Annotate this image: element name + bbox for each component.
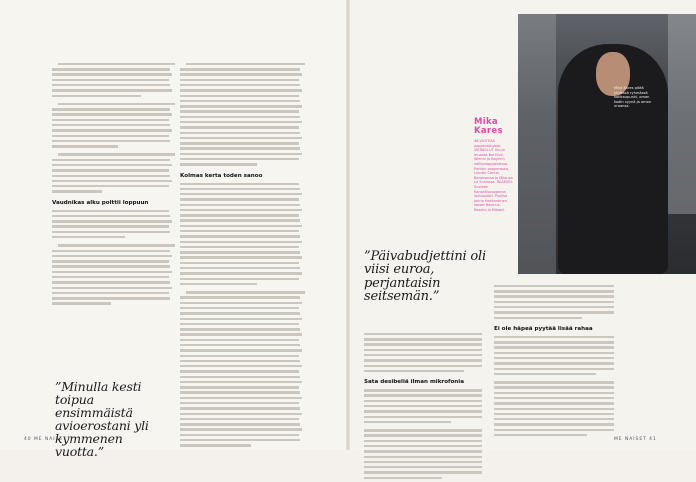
text-line: [180, 147, 300, 149]
text-line: [494, 392, 614, 394]
right-column-1: [364, 330, 486, 482]
left-pull-quote: ”Minulla kesti toipua ensimmäistä avioerostani yli kymmenen vuotta.”: [55, 379, 149, 459]
text-line: [364, 440, 482, 442]
text-line: [180, 413, 302, 415]
text-line: [180, 256, 302, 258]
text-line: [52, 135, 169, 137]
text-line: [52, 159, 170, 161]
text-line: [52, 215, 170, 217]
text-line: [180, 89, 302, 91]
text-line: [52, 281, 170, 283]
text-line: [52, 169, 169, 171]
text-line: [180, 121, 302, 123]
text-line: [180, 204, 300, 206]
text-line: [364, 461, 482, 463]
text-line: [494, 285, 614, 287]
text-line: [180, 188, 300, 190]
text-line: [364, 434, 482, 436]
text-line: [364, 445, 482, 447]
text-line: [180, 349, 302, 351]
text-line: [180, 251, 300, 253]
text-line: [494, 306, 614, 308]
text-line: [58, 103, 175, 105]
text-line: [52, 129, 172, 131]
text-line: [180, 339, 299, 341]
text-line: [52, 180, 172, 182]
text-line: [180, 360, 300, 362]
text-line: [364, 416, 482, 418]
section-heading: Vaudnikas alku polttii loppuun: [52, 199, 149, 206]
text-line: [494, 357, 614, 359]
text-line: [364, 354, 482, 356]
text-line: [364, 338, 482, 340]
text-line: [364, 365, 482, 367]
text-line: [494, 346, 614, 348]
text-line: [180, 376, 300, 378]
text-line: [494, 295, 614, 297]
text-line: [494, 423, 614, 425]
text-line: [364, 333, 482, 335]
text-line: [52, 250, 170, 252]
text-line: [364, 466, 482, 468]
text-line: [180, 183, 299, 185]
text-line: [52, 113, 172, 115]
text-line: [494, 311, 614, 313]
text-line: [52, 79, 169, 81]
text-line: [364, 405, 482, 407]
text-line: [180, 381, 302, 383]
text-line: [364, 429, 482, 431]
text-line: [180, 193, 302, 195]
text-line: [180, 84, 300, 86]
text-line: [180, 198, 299, 200]
text-line: [180, 158, 299, 160]
text-line: [52, 185, 169, 187]
text-line: [180, 370, 299, 372]
text-line: [180, 418, 299, 420]
text-line: [180, 333, 302, 335]
text-line: [180, 126, 299, 128]
text-line: [52, 84, 170, 86]
text-line: [52, 255, 172, 257]
profile-name: Mika Kares: [474, 117, 503, 136]
text-line: [52, 265, 170, 267]
text-line: [494, 418, 614, 420]
text-line: [180, 323, 299, 325]
text-line: [180, 397, 302, 399]
text-line: [52, 108, 170, 110]
portrait-photo: [518, 14, 696, 274]
text-line: [52, 210, 169, 212]
text-line: [180, 439, 300, 441]
text-line: [180, 241, 302, 243]
text-line: [180, 230, 299, 232]
profile-bio: 46-VUOTIAS oopperalaulaja. VIERAILLUT muun muassa Berliinin, Wienin ja Bayerin valtionoppperoissa, Pariisin oopperassa, Lincoln Center Baraksessa ja Milanon La Scalassa. RÄÄMIS:t Suomen Kansallisoopperan laulusolisti. Puoliso Jonna Hakkarainen, lapset Rasmus, Rosalie ja Mikaeli.: [474, 139, 513, 212]
text-line: [52, 89, 172, 91]
text-line: [180, 246, 299, 248]
text-line: [364, 359, 482, 361]
text-line: [180, 68, 300, 70]
text-line: [180, 434, 299, 436]
left-column-1: [52, 60, 174, 308]
text-line: [494, 362, 614, 364]
text-line: [494, 381, 614, 383]
text-line: [52, 276, 169, 278]
text-line: [180, 209, 302, 211]
text-line: [180, 307, 299, 309]
left-column-2: [180, 60, 304, 450]
text-line: [180, 235, 300, 237]
text-line: [180, 110, 299, 112]
text-line: [180, 328, 300, 330]
text-line: [52, 225, 169, 227]
text-line: [180, 407, 300, 409]
text-line: [180, 262, 299, 264]
text-line: [180, 132, 300, 134]
text-line: [180, 423, 300, 425]
section-heading: Ei ole häpeä pyytää lisää rahaa: [494, 325, 593, 332]
text-line: [186, 291, 305, 293]
text-line: [494, 290, 614, 292]
text-line: [180, 391, 300, 393]
text-line: [58, 244, 175, 246]
text-line: [494, 429, 614, 431]
text-line: [180, 153, 302, 155]
text-line: [180, 137, 302, 139]
text-line: [52, 68, 170, 70]
text-line: [494, 341, 614, 343]
text-line: [180, 318, 302, 320]
text-line: [364, 400, 482, 402]
text-line: [364, 410, 482, 412]
text-line: [52, 124, 170, 126]
text-line: [52, 140, 170, 142]
text-line: [494, 413, 614, 415]
text-line: [180, 214, 299, 216]
text-line: [180, 219, 300, 221]
text-line: [494, 402, 614, 404]
text-line: [494, 386, 614, 388]
text-line: [364, 394, 482, 396]
text-line: [180, 142, 299, 144]
text-line: [364, 343, 482, 345]
text-line: [52, 175, 170, 177]
text-line: [52, 260, 169, 262]
text-line: [52, 271, 172, 273]
text-line: [52, 231, 170, 233]
text-line: [364, 389, 482, 391]
text-line: [180, 105, 302, 107]
text-line: [180, 100, 300, 102]
text-line: [52, 164, 172, 166]
right-column-2: [494, 282, 618, 439]
text-line: [494, 301, 614, 303]
text-line: [58, 63, 175, 65]
photo-caption: Mika Kares pitää yhdessä ryhmässä kotikaupunki, oman kodin syynä ja oman uraansa.: [614, 86, 652, 109]
text-line: [180, 272, 302, 274]
page-gutter: [346, 0, 350, 450]
text-line: [494, 368, 614, 370]
text-line: [180, 302, 302, 304]
text-line: [180, 79, 299, 81]
text-line: [52, 297, 170, 299]
text-line: [186, 63, 305, 65]
text-line: [180, 312, 300, 314]
text-line: [494, 408, 614, 410]
text-line: [52, 73, 172, 75]
text-line: [52, 220, 172, 222]
right-pull-quote: ”Päivabudjettini oli viisi euroa, perjantaisin seitsemän.”: [364, 249, 486, 305]
right-folio: ME NAISET 41: [614, 437, 657, 442]
text-line: [52, 119, 169, 121]
text-line: [180, 355, 299, 357]
text-line: [52, 287, 172, 289]
text-line: [180, 116, 300, 118]
section-heading: Kolmas kerta toden sanoo: [180, 172, 263, 179]
text-line: [180, 73, 302, 75]
text-line: [494, 397, 614, 399]
text-line: [180, 386, 299, 388]
section-heading: Sata desibeliä ilman mikrofonia: [364, 379, 464, 386]
text-line: [494, 336, 614, 338]
text-line: [364, 471, 482, 473]
text-line: [364, 450, 482, 452]
text-line: [180, 278, 299, 280]
text-line: [180, 428, 302, 430]
text-line: [364, 456, 482, 458]
left-folio: 40 ME NAISET: [24, 437, 67, 442]
text-line: [180, 95, 299, 97]
text-line: [180, 296, 300, 298]
text-line: [180, 344, 300, 346]
text-line: [180, 365, 302, 367]
text-line: [494, 352, 614, 354]
text-line: [180, 402, 299, 404]
text-line: [180, 225, 302, 227]
text-line: [52, 292, 169, 294]
text-line: [364, 349, 482, 351]
text-line: [58, 153, 175, 155]
text-line: [180, 267, 300, 269]
